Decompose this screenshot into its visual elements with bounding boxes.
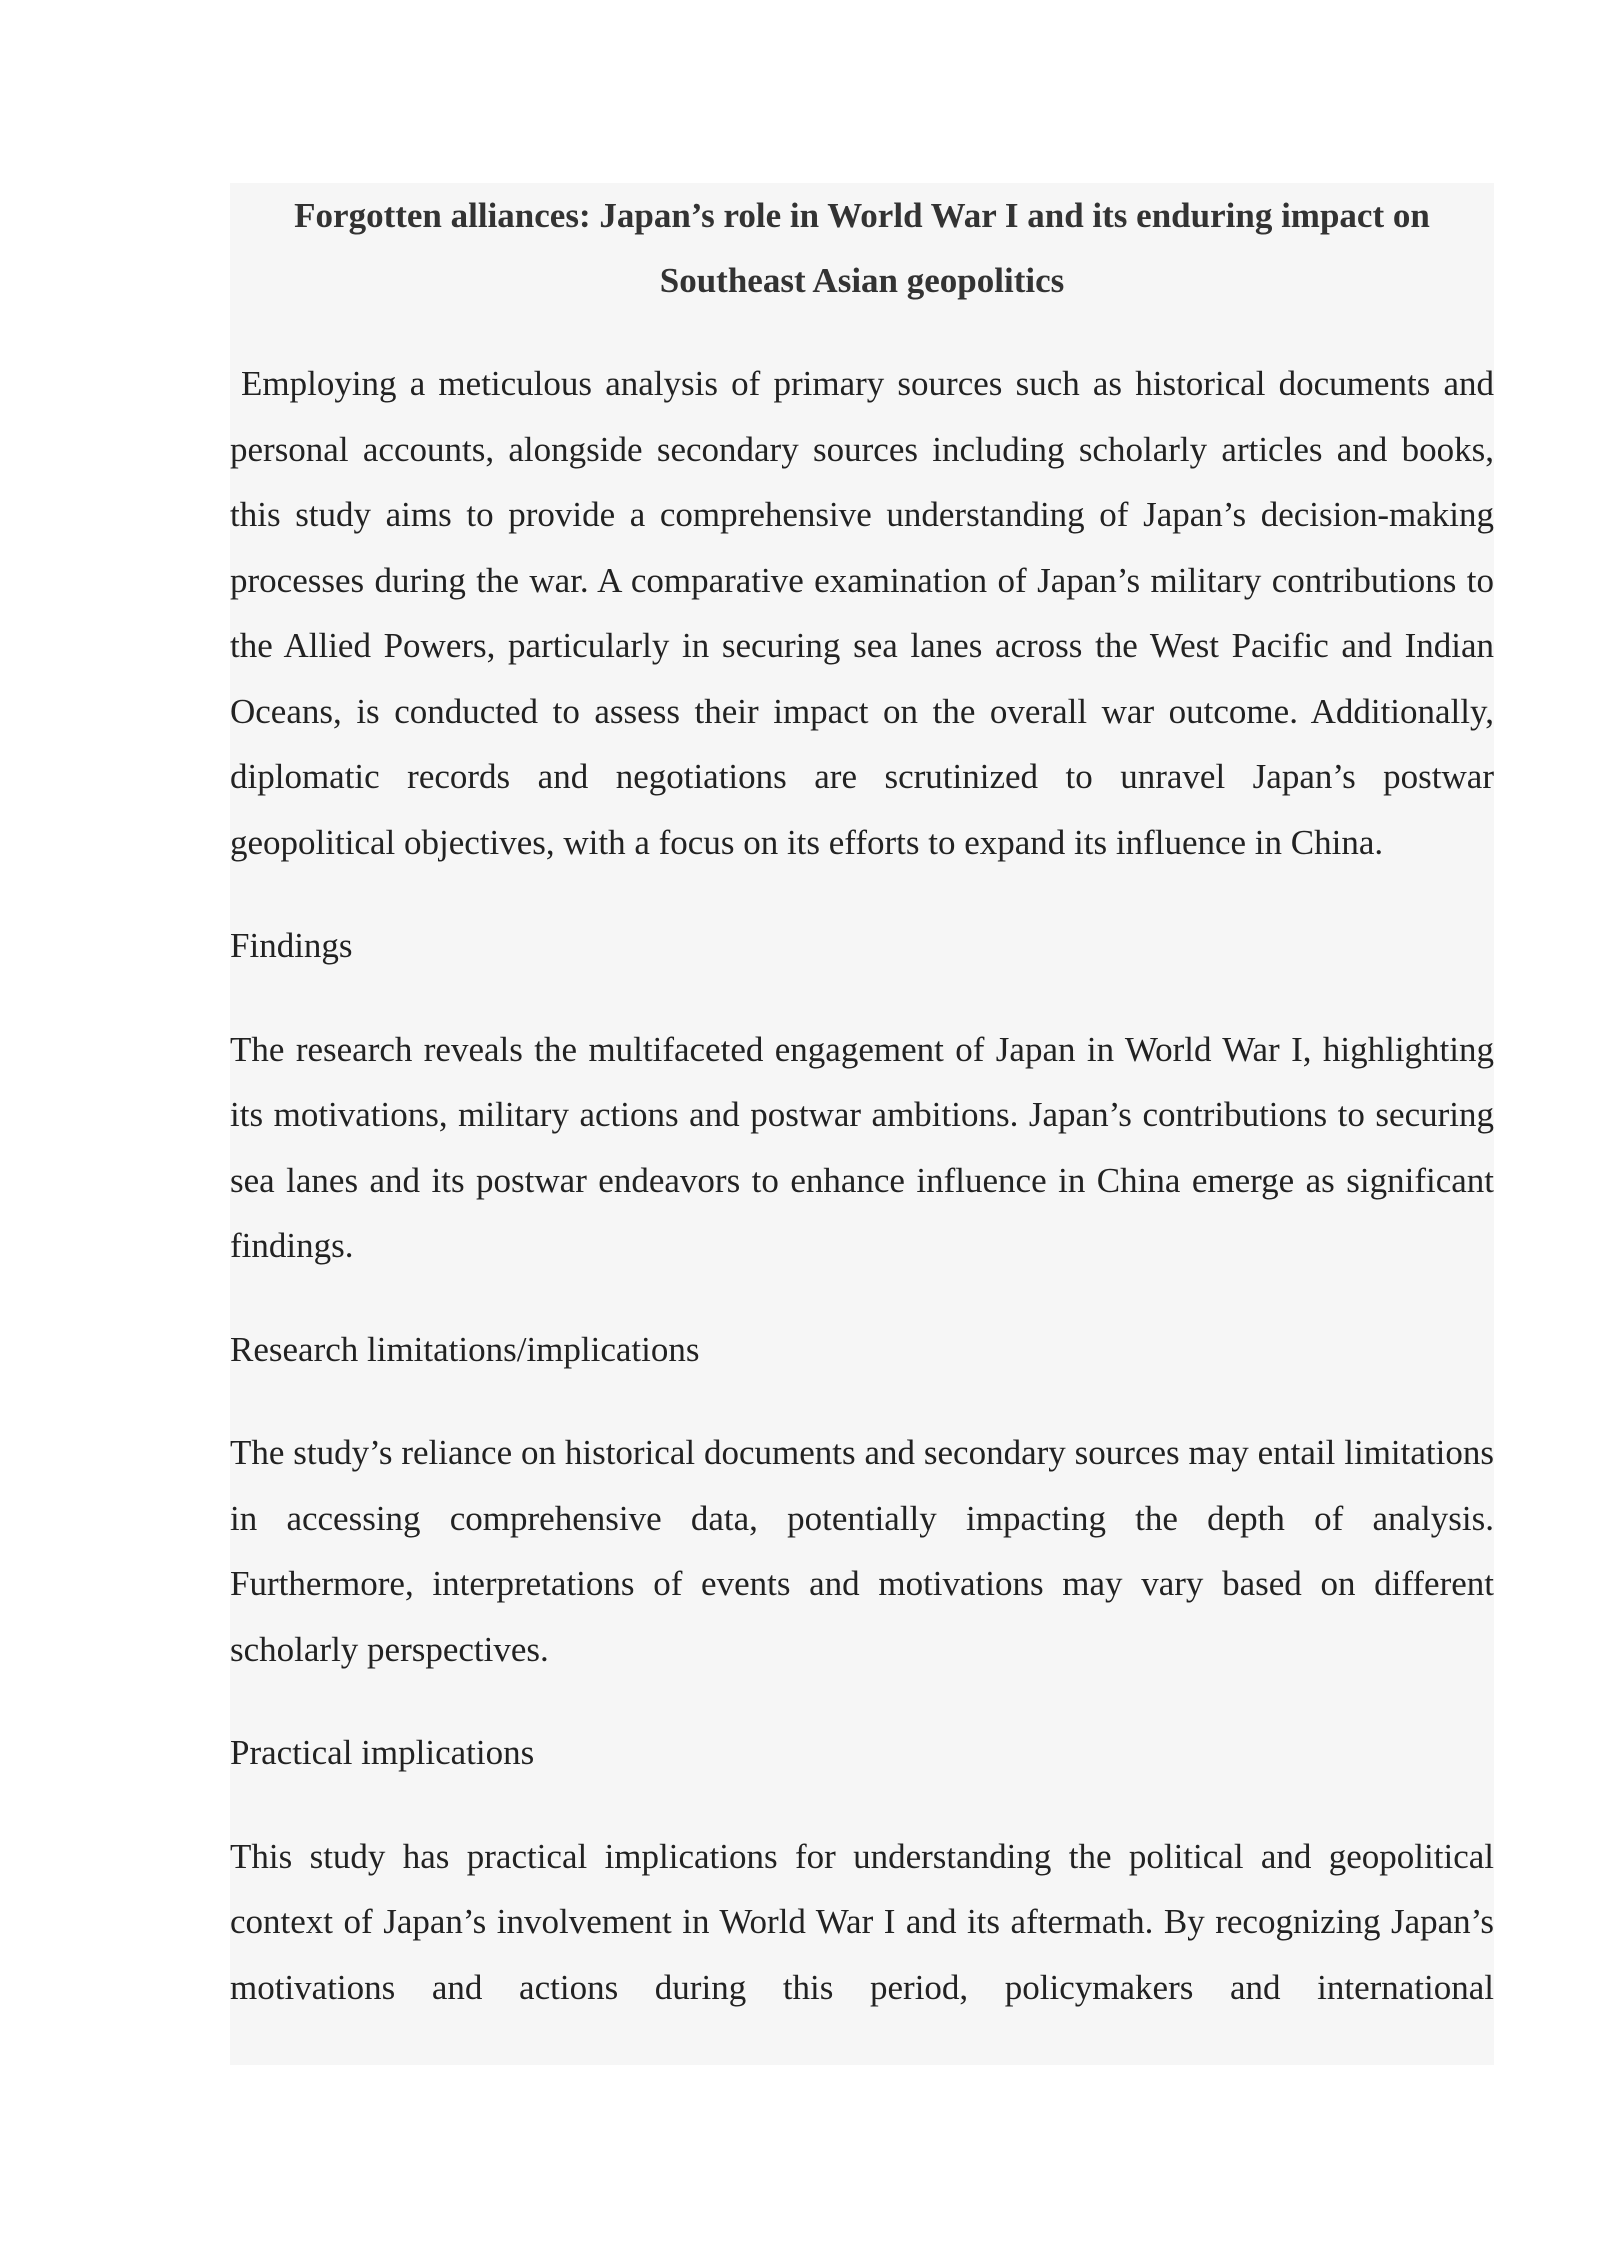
- section-body-practical-implications: This study has practical implications for understanding the political and geopolitical context of Japan’s involvement in World War I and its aftermath. By recognizing Japan’s motivations and actions during this period, policymakers and international: [230, 1836, 1494, 2007]
- section-heading-findings: Findings: [230, 926, 353, 965]
- section-body-research-limitations: The study’s reliance on historical documents and secondary sources may entail limitations in accessing comprehensive data, potentially impacting the depth of analysis. Furthermore, interpretations of events and motivations may vary based on different scholarly perspectives.: [230, 1433, 1494, 1669]
- section-heading-research-limitations: Research limitations/implications: [230, 1329, 700, 1369]
- intro-paragraph: Employing a meticulous analysis of primary sources such as historical documents and personal accounts, alongside secondary sources including scholarly articles and books, this study aims to provide a comprehensive understanding of Japan’s decision-making processes during the war. A comparative examination of Japan’s military contributions to the Allied Powers, particularly in securing sea lanes across the West Pacific and Indian Oceans, is conducted to assess their impact on the overall war outcome. Additionally, diplomatic records and negotiations are scrutinized to unravel Japan’s postwar geopolitical objectives, with a focus on its efforts to expand its influence in China.: [230, 364, 1494, 862]
- section-body-findings: The research reveals the multifaceted engagement of Japan in World War I, highlighting its motivations, military actions and postwar ambitions. Japan’s contributions to securing sea lanes and its postwar endeavors to enhance influence in China emerge as significant findings.: [230, 1029, 1494, 1265]
- document-title: Forgotten alliances: Japan’s role in World War I and its enduring impact on Southeast Asian geopolitics: [294, 196, 1430, 300]
- document-body: [230, 183, 1494, 2065]
- section-heading-practical-implications: Practical implications: [230, 1733, 535, 1772]
